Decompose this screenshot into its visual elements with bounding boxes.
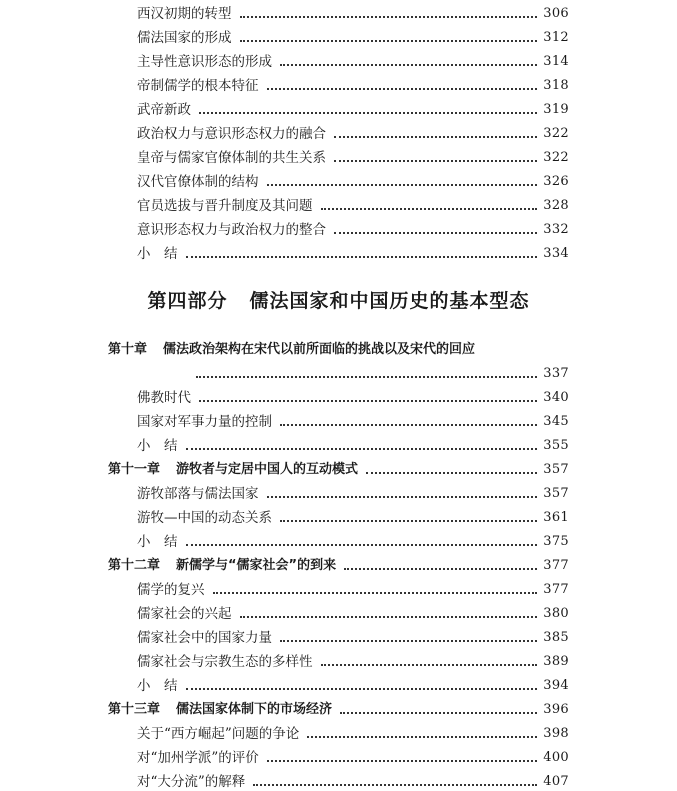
entry-title: 西汉初期的转型 xyxy=(137,6,232,22)
chapter-heading xyxy=(108,458,569,478)
entry-title: 对“大分流”的解释 xyxy=(137,774,246,790)
page-number: 319 xyxy=(543,102,569,117)
toc-entry xyxy=(137,650,569,670)
toc-entry xyxy=(137,170,569,190)
dot-leader xyxy=(186,448,538,450)
toc-entry xyxy=(137,98,569,118)
dot-leader xyxy=(199,400,537,402)
entry-title: 佛教时代 xyxy=(137,390,191,406)
toc-entry xyxy=(137,242,569,262)
entry-title: 游牧—中国的动态关系 xyxy=(137,510,272,526)
page-number: 375 xyxy=(543,534,569,549)
dot-leader xyxy=(196,376,537,378)
entry-title: 汉代官僚体制的结构 xyxy=(137,174,259,190)
toc-entry xyxy=(137,578,569,598)
chapter-heading xyxy=(108,698,569,718)
toc-entry xyxy=(137,410,569,430)
page-number: 345 xyxy=(543,414,569,429)
toc-entry xyxy=(137,770,569,790)
page-number: 407 xyxy=(543,774,569,789)
page-number: 355 xyxy=(543,438,569,453)
entry-title: 小 结 xyxy=(137,438,178,454)
entry-title: 儒家社会的兴起 xyxy=(137,606,232,622)
page-number: 328 xyxy=(543,198,569,213)
chapter-number: 第十三章 xyxy=(108,702,161,717)
page-number: 312 xyxy=(543,30,569,45)
part-title: 儒法国家和中国历史的基本型态 xyxy=(249,290,530,312)
page-number: 396 xyxy=(543,702,569,717)
page-number: 398 xyxy=(543,726,569,741)
dot-leader xyxy=(344,568,537,570)
entry-title: 儒学的复兴 xyxy=(137,582,205,598)
page-number: 389 xyxy=(543,654,569,669)
dot-leader xyxy=(240,16,538,18)
dot-leader xyxy=(267,184,538,186)
entry-title: 对“加州学派”的评价 xyxy=(137,750,259,766)
dot-leader xyxy=(280,640,537,642)
entry-title: 关于“西方崛起”问题的争论 xyxy=(137,726,300,742)
dot-leader xyxy=(267,496,538,498)
dot-leader xyxy=(307,736,537,738)
dot-leader xyxy=(334,232,537,234)
chapter-heading xyxy=(108,554,569,574)
dot-leader xyxy=(334,136,537,138)
entry-title: 武帝新政 xyxy=(137,102,191,118)
page-number: 334 xyxy=(543,246,569,261)
chapter-title: 儒法政治架构在宋代以前所面临的挑战以及宋代的回应 xyxy=(163,342,476,357)
toc-entry xyxy=(137,602,569,622)
page-number: 357 xyxy=(543,486,569,501)
entry-title: 儒法国家的形成 xyxy=(137,30,232,46)
part-number: 第四部分 xyxy=(147,290,228,312)
toc-entry xyxy=(137,194,569,214)
entry-title: 意识形态权力与政治权力的整合 xyxy=(137,222,326,238)
page-number: 306 xyxy=(543,6,569,21)
entry-title: 帝制儒学的根本特征 xyxy=(137,78,259,94)
dot-leader xyxy=(280,64,537,66)
page-number: 318 xyxy=(543,78,569,93)
entry-title: 官员选拔与晋升制度及其问题 xyxy=(137,198,313,214)
page-number: 377 xyxy=(543,558,569,573)
dot-leader xyxy=(280,520,537,522)
chapter-number: 第十一章 xyxy=(108,462,161,477)
dot-leader xyxy=(240,40,538,42)
chapter-number: 第十二章 xyxy=(108,558,161,573)
page-number: 340 xyxy=(543,390,569,405)
toc-entry xyxy=(137,2,569,22)
page-number: 377 xyxy=(543,582,569,597)
dot-leader xyxy=(366,472,537,474)
dot-leader xyxy=(186,688,538,690)
dot-leader xyxy=(334,160,537,162)
dot-leader xyxy=(186,256,538,258)
entry-title: 政治权力与意识形态权力的融合 xyxy=(137,126,326,142)
part-heading xyxy=(0,286,677,313)
page-number: 314 xyxy=(543,54,569,69)
entry-title: 皇帝与儒家官僚体制的共生关系 xyxy=(137,150,326,166)
page-number: 385 xyxy=(543,630,569,645)
dot-leader xyxy=(186,544,538,546)
toc-entry xyxy=(137,26,569,46)
entry-title: 儒家社会与宗教生态的多样性 xyxy=(137,654,313,670)
chapter-heading xyxy=(108,338,569,358)
page-number: 326 xyxy=(543,174,569,189)
page-number: 361 xyxy=(543,510,569,525)
chapter-title: 游牧者与定居中国人的互动模式 xyxy=(176,462,359,477)
toc-entry xyxy=(137,50,569,70)
dot-leader xyxy=(267,88,538,90)
chapter-number: 第十章 xyxy=(108,342,148,357)
dot-leader xyxy=(199,112,537,114)
toc-entry xyxy=(137,74,569,94)
page-number: 337 xyxy=(543,366,569,381)
toc-entry xyxy=(137,626,569,646)
page-number: 332 xyxy=(543,222,569,237)
dot-leader xyxy=(213,592,538,594)
toc-entry xyxy=(137,386,569,406)
dot-leader xyxy=(321,664,538,666)
page-number: 322 xyxy=(543,126,569,141)
dot-leader xyxy=(321,208,538,210)
entry-title: 小 结 xyxy=(137,534,178,550)
entry-title: 儒家社会中的国家力量 xyxy=(137,630,272,646)
page-number: 400 xyxy=(543,750,569,765)
entry-title: 主导性意识形态的形成 xyxy=(137,54,272,70)
toc-entry xyxy=(137,674,569,694)
entry-title: 小 结 xyxy=(137,678,178,694)
chapter-title: 新儒学与“儒家社会”的到来 xyxy=(176,558,337,573)
toc-entry xyxy=(137,746,569,766)
page-number: 394 xyxy=(543,678,569,693)
toc-entry xyxy=(137,218,569,238)
entry-title: 国家对军事力量的控制 xyxy=(137,414,272,430)
dot-leader xyxy=(253,784,537,786)
toc-entry xyxy=(137,530,569,550)
dot-leader xyxy=(280,424,537,426)
dot-leader xyxy=(240,616,538,618)
toc-entry xyxy=(137,482,569,502)
toc-entry xyxy=(137,506,569,526)
page-number: 380 xyxy=(543,606,569,621)
dot-leader xyxy=(340,712,537,714)
page-number: 322 xyxy=(543,150,569,165)
toc-entry xyxy=(137,434,569,454)
chapter-page-line xyxy=(196,362,569,382)
chapter-title: 儒法国家体制下的市场经济 xyxy=(176,702,333,717)
entry-title: 小 结 xyxy=(137,246,178,262)
toc-entry xyxy=(137,146,569,166)
toc-entry xyxy=(137,122,569,142)
page-number: 357 xyxy=(543,462,569,477)
entry-title: 游牧部落与儒法国家 xyxy=(137,486,259,502)
toc-entry xyxy=(137,722,569,742)
dot-leader xyxy=(267,760,537,762)
